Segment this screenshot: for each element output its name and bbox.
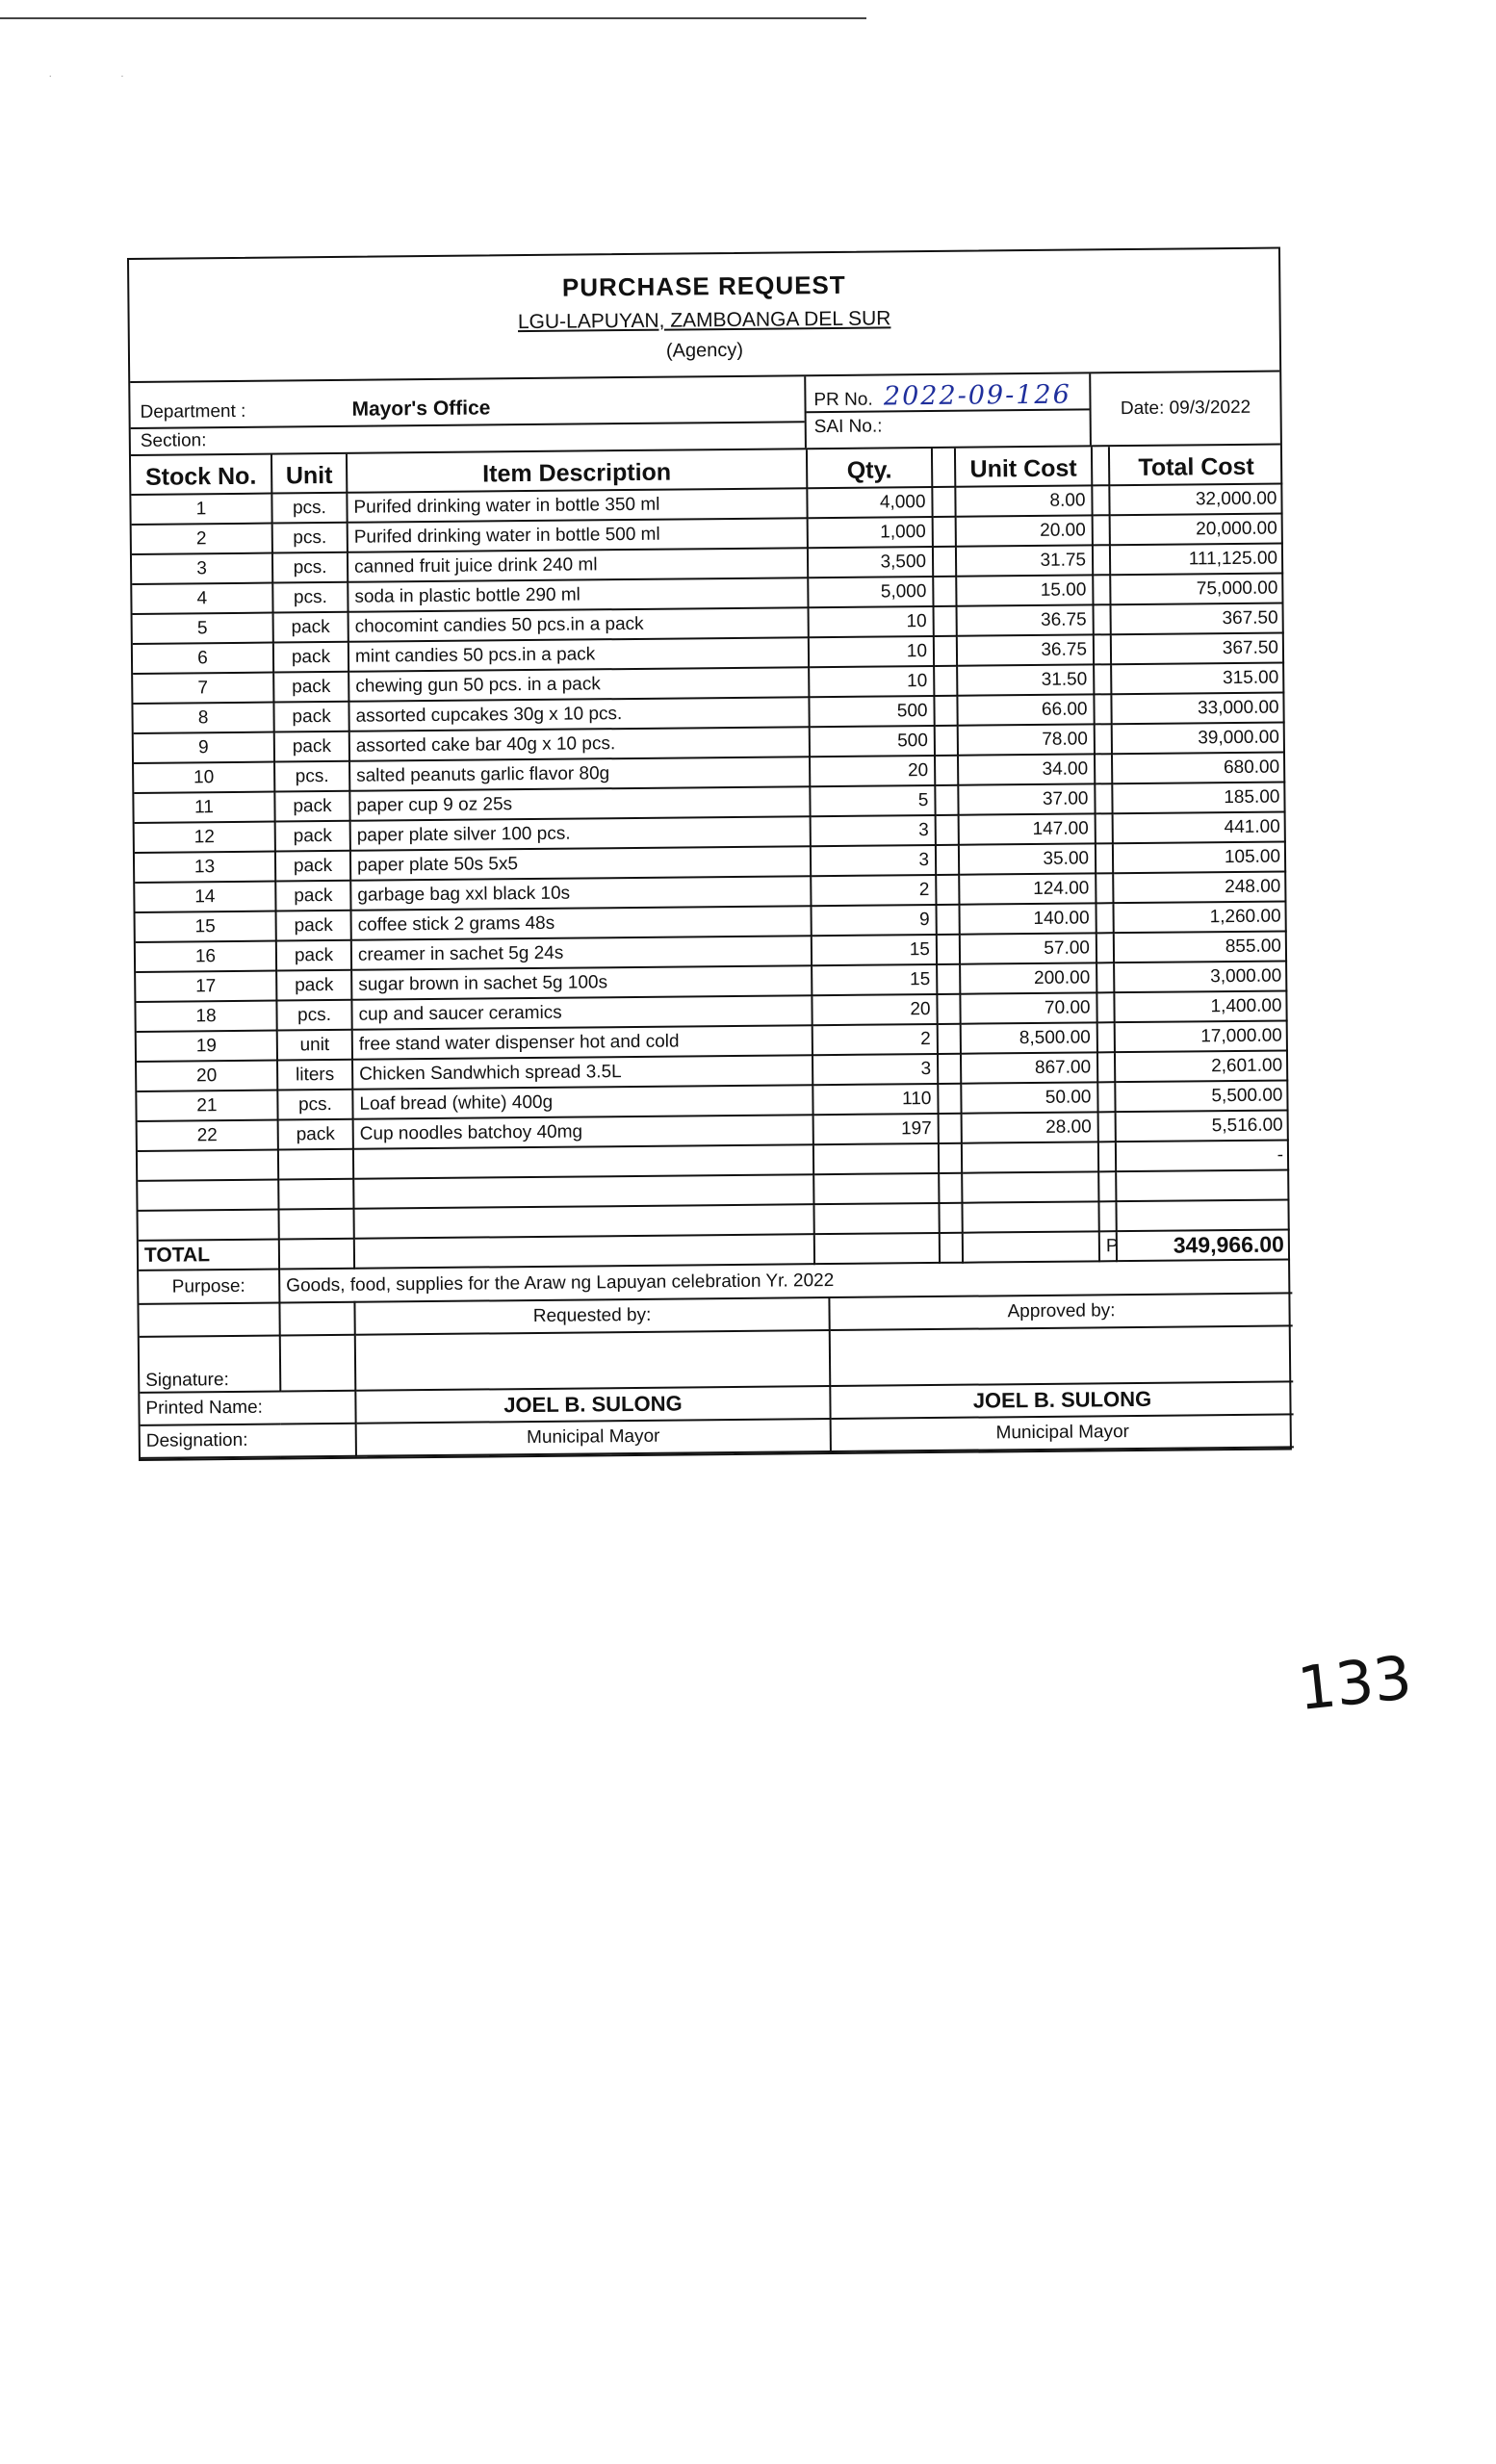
item-qty: 3 bbox=[811, 845, 936, 876]
item-spacer bbox=[1094, 604, 1111, 634]
item-spacer bbox=[933, 577, 956, 606]
pr-label: PR No. bbox=[813, 389, 873, 411]
item-total-cost: 33,000.00 bbox=[1111, 692, 1284, 724]
item-spacer bbox=[937, 935, 960, 964]
item-qty: 5,000 bbox=[808, 577, 933, 607]
item-unit: pack bbox=[275, 881, 350, 911]
item-unit: pack bbox=[273, 702, 348, 732]
item-stock-no: 17 bbox=[136, 971, 276, 1002]
item-stock-no: 6 bbox=[133, 643, 273, 674]
item-stock-no: 19 bbox=[137, 1031, 277, 1062]
item-spacer bbox=[935, 756, 958, 785]
item-spacer bbox=[936, 815, 959, 845]
item-spacer bbox=[1093, 575, 1110, 604]
item-spacer bbox=[935, 785, 958, 815]
item-stock-no: 13 bbox=[135, 852, 275, 883]
item-qty: 10 bbox=[809, 636, 934, 667]
item-stock-no: 7 bbox=[133, 673, 273, 704]
requested-name: JOEL B. SULONG bbox=[355, 1386, 830, 1424]
approved-designation: Municipal Mayor bbox=[831, 1414, 1294, 1451]
item-unit: pcs. bbox=[276, 1000, 351, 1031]
signature-table bbox=[139, 1260, 1294, 1458]
item-stock-no: 20 bbox=[137, 1061, 277, 1091]
sai-label: SAI No.: bbox=[813, 416, 883, 438]
item-stock-no: 11 bbox=[134, 792, 274, 823]
item-qty: 3 bbox=[811, 815, 936, 846]
item-qty: 10 bbox=[809, 606, 934, 637]
item-unit: unit bbox=[277, 1030, 352, 1061]
item-stock-no: 12 bbox=[135, 822, 275, 853]
item-description: chewing gun 50 pcs. in a pack bbox=[348, 667, 809, 702]
item-unit-cost: 36.75 bbox=[957, 604, 1094, 635]
item-total-cost: 20,000.00 bbox=[1110, 513, 1283, 545]
item-qty: 15 bbox=[812, 964, 937, 995]
approved-signature-box bbox=[830, 1325, 1294, 1386]
item-qty: 9 bbox=[811, 905, 936, 936]
item-description: sugar brown in sachet 5g 100s bbox=[351, 965, 812, 1000]
item-unit-cost: 15.00 bbox=[956, 575, 1093, 605]
item-stock-no: 1 bbox=[131, 494, 271, 525]
item-spacer bbox=[1094, 694, 1111, 724]
item-qty: 500 bbox=[810, 726, 935, 757]
item-spacer bbox=[1096, 903, 1113, 933]
item-spacer bbox=[938, 1084, 961, 1114]
item-total-cost: 3,000.00 bbox=[1114, 961, 1287, 992]
col-total-cost: Total Cost bbox=[1109, 445, 1282, 485]
item-qty: 3 bbox=[812, 1054, 938, 1085]
form-info bbox=[130, 372, 1280, 456]
item-total-cost: 17,000.00 bbox=[1115, 1020, 1288, 1052]
item-unit: pack bbox=[273, 612, 348, 643]
item-spacer bbox=[1094, 634, 1111, 664]
item-description: soda in plastic bottle 290 ml bbox=[348, 578, 808, 612]
requested-by-label: Requested by: bbox=[354, 1297, 829, 1335]
form-title: PURCHASE REQUEST bbox=[561, 270, 846, 302]
item-description: cup and saucer ceramics bbox=[351, 995, 812, 1030]
item-description: Purifed drinking water in bottle 350 ml bbox=[347, 488, 807, 523]
requested-signature-box bbox=[355, 1330, 831, 1391]
item-stock-no: 10 bbox=[134, 762, 274, 793]
item-unit-cost: 8.00 bbox=[955, 485, 1092, 516]
item-unit: pack bbox=[278, 1119, 353, 1150]
item-unit: pcs. bbox=[271, 493, 347, 524]
grand-total: 349,966.00 bbox=[1117, 1229, 1290, 1261]
item-description: assorted cake bar 40g x 10 pcs. bbox=[349, 727, 810, 761]
item-stock-no: 22 bbox=[138, 1120, 278, 1151]
peso-sign: P bbox=[1099, 1231, 1117, 1261]
item-spacer bbox=[1096, 992, 1114, 1022]
item-unit: pack bbox=[275, 821, 350, 852]
item-unit-cost: 200.00 bbox=[960, 962, 1096, 993]
item-stock-no: 3 bbox=[132, 553, 272, 584]
item-unit: pack bbox=[274, 791, 349, 822]
item-spacer bbox=[1097, 1082, 1115, 1112]
item-total-cost: 367.50 bbox=[1111, 632, 1284, 664]
item-qty: 20 bbox=[812, 994, 937, 1025]
item-spacer bbox=[933, 547, 956, 577]
item-spacer bbox=[1098, 1112, 1116, 1142]
item-total-cost: 1,400.00 bbox=[1114, 990, 1287, 1022]
item-description: chocomint candies 50 pcs.in a pack bbox=[348, 607, 809, 642]
item-stock-no: 16 bbox=[136, 941, 276, 972]
item-stock-no: 8 bbox=[133, 703, 273, 733]
col-qty: Qty. bbox=[807, 449, 932, 488]
item-description: paper plate silver 100 pcs. bbox=[350, 816, 811, 851]
item-description: paper plate 50s 5x5 bbox=[350, 846, 811, 881]
approved-name: JOEL B. SULONG bbox=[830, 1381, 1293, 1419]
item-total-cost: 32,000.00 bbox=[1109, 483, 1282, 515]
item-unit-cost: 28.00 bbox=[962, 1112, 1098, 1142]
item-unit: pack bbox=[275, 851, 350, 882]
item-spacer bbox=[938, 1024, 961, 1054]
item-spacer bbox=[1095, 783, 1112, 813]
item-qty: 197 bbox=[813, 1114, 939, 1144]
purpose-label: Purpose: bbox=[139, 1270, 279, 1304]
col-unit-cost: Unit Cost bbox=[955, 447, 1092, 486]
item-description: canned fruit juice drink 240 ml bbox=[348, 548, 808, 582]
item-qty: 15 bbox=[812, 935, 937, 965]
item-unit: pack bbox=[273, 672, 348, 703]
item-spacer bbox=[1093, 515, 1110, 545]
item-unit-cost: 31.50 bbox=[957, 664, 1094, 695]
department-block bbox=[130, 376, 807, 454]
item-total-cost: 367.50 bbox=[1111, 603, 1284, 634]
item-description: Loaf bread (white) 400g bbox=[352, 1085, 812, 1119]
item-qty: 1,000 bbox=[808, 517, 933, 548]
item-unit: pack bbox=[274, 732, 349, 762]
item-spacer bbox=[935, 726, 958, 756]
item-total-cost: 5,516.00 bbox=[1116, 1110, 1289, 1142]
item-spacer bbox=[938, 1054, 961, 1084]
item-description: Chicken Sandwhich spread 3.5L bbox=[352, 1055, 812, 1090]
item-unit-cost: 31.75 bbox=[956, 545, 1093, 576]
item-spacer bbox=[1092, 485, 1109, 515]
item-description: Purifed drinking water in bottle 500 ml bbox=[348, 518, 808, 552]
date-field: Date: 09/3/2022 bbox=[1120, 397, 1251, 420]
item-qty: 20 bbox=[810, 756, 935, 786]
item-spacer bbox=[1095, 724, 1112, 754]
printed-name-label: Printed Name: bbox=[140, 1391, 355, 1425]
approved-by-label: Approved by: bbox=[829, 1293, 1292, 1330]
item-unit-cost: 50.00 bbox=[961, 1082, 1097, 1113]
item-description: creamer in sachet 5g 24s bbox=[351, 936, 812, 970]
item-stock-no: 14 bbox=[135, 882, 275, 912]
item-spacer bbox=[1096, 813, 1113, 843]
item-unit-cost: 34.00 bbox=[958, 754, 1095, 784]
scan-edge-line bbox=[0, 17, 866, 19]
item-unit: pcs. bbox=[277, 1090, 352, 1120]
item-spacer bbox=[1097, 1022, 1115, 1052]
item-description: paper cup 9 oz 25s bbox=[349, 786, 810, 821]
item-spacer bbox=[934, 606, 957, 636]
item-spacer bbox=[1096, 843, 1113, 873]
item-total-cost: 39,000.00 bbox=[1112, 722, 1285, 754]
item-spacer bbox=[936, 905, 959, 935]
handwritten-page-number: 133 bbox=[1294, 1642, 1415, 1724]
item-unit: pack bbox=[276, 911, 351, 941]
requested-designation: Municipal Mayor bbox=[356, 1419, 831, 1456]
item-description: Cup noodles batchoy 40mg bbox=[353, 1115, 813, 1149]
item-spacer bbox=[936, 875, 959, 905]
item-unit: pcs. bbox=[272, 552, 348, 583]
item-total-cost: 315.00 bbox=[1111, 662, 1284, 694]
item-unit: pcs. bbox=[272, 523, 348, 553]
item-total-cost: 248.00 bbox=[1113, 871, 1286, 903]
item-spacer bbox=[1094, 664, 1111, 694]
item-qty: 3,500 bbox=[808, 547, 933, 578]
item-unit: liters bbox=[277, 1060, 352, 1091]
item-total-cost: 2,601.00 bbox=[1115, 1050, 1288, 1082]
item-unit: pcs. bbox=[272, 582, 348, 613]
item-unit-cost: 57.00 bbox=[960, 933, 1096, 963]
item-spacer bbox=[937, 994, 960, 1024]
item-unit-cost: 140.00 bbox=[959, 903, 1096, 934]
item-qty: 110 bbox=[812, 1084, 938, 1115]
item-spacer bbox=[936, 845, 959, 875]
item-stock-no: 9 bbox=[134, 732, 274, 763]
agency-label: (Agency) bbox=[665, 339, 744, 362]
item-total-cost: 75,000.00 bbox=[1110, 573, 1283, 604]
item-total-cost: 5,500.00 bbox=[1115, 1080, 1288, 1112]
item-spacer bbox=[1096, 962, 1114, 992]
item-description: garbage bag xxl black 10s bbox=[350, 876, 811, 911]
item-stock-no: 18 bbox=[136, 1001, 276, 1032]
pr-number-handwritten: 2022-09-126 bbox=[883, 379, 1071, 412]
item-unit: pcs. bbox=[274, 761, 349, 792]
item-spacer bbox=[934, 696, 957, 726]
section-label: Section: bbox=[140, 430, 207, 451]
item-stock-no: 5 bbox=[133, 613, 273, 644]
item-total-cost: 1,260.00 bbox=[1113, 901, 1286, 933]
item-unit-cost: 147.00 bbox=[959, 813, 1096, 844]
item-description: assorted cupcakes 30g x 10 pcs. bbox=[348, 697, 809, 732]
item-total-cost: 105.00 bbox=[1113, 841, 1286, 873]
purchase-request-form bbox=[127, 247, 1292, 1461]
signature-label: Signature: bbox=[140, 1336, 281, 1393]
department-value: Mayor's Office bbox=[351, 397, 491, 421]
item-qty: 500 bbox=[809, 696, 934, 727]
item-description: mint candies 50 pcs.in a pack bbox=[348, 637, 809, 672]
item-qty: 2 bbox=[812, 1024, 938, 1055]
item-total-cost: 185.00 bbox=[1112, 782, 1285, 813]
total-label: TOTAL bbox=[139, 1240, 279, 1270]
items-table bbox=[131, 445, 1290, 1270]
item-qty: 4,000 bbox=[807, 487, 932, 518]
item-spacer bbox=[932, 487, 955, 517]
col-unit: Unit bbox=[271, 454, 347, 494]
item-spacer bbox=[934, 636, 957, 666]
purpose-text: Goods, food, supplies for the Araw ng Lapuyan celebration Yr. 2022 bbox=[279, 1260, 1292, 1302]
item-spacer bbox=[939, 1114, 962, 1143]
item-stock-no: 2 bbox=[132, 524, 272, 554]
item-spacer bbox=[1096, 873, 1113, 903]
item-description: salted peanuts garlic flavor 80g bbox=[349, 757, 810, 791]
col-spacer-1 bbox=[932, 449, 955, 487]
item-unit: pack bbox=[273, 642, 348, 673]
item-unit-cost: 867.00 bbox=[961, 1052, 1097, 1083]
item-unit-cost: 35.00 bbox=[959, 843, 1096, 874]
blank-row-dash: - bbox=[1116, 1140, 1289, 1171]
item-unit-cost: 8,500.00 bbox=[961, 1022, 1097, 1053]
item-spacer bbox=[937, 964, 960, 994]
item-stock-no: 15 bbox=[136, 911, 276, 942]
item-qty: 2 bbox=[811, 875, 936, 906]
item-description: coffee stick 2 grams 48s bbox=[351, 906, 812, 940]
items-body bbox=[131, 483, 1288, 1150]
item-unit-cost: 124.00 bbox=[959, 873, 1096, 904]
item-total-cost: 680.00 bbox=[1112, 752, 1285, 783]
item-total-cost: 111,125.00 bbox=[1110, 543, 1283, 575]
item-unit: pack bbox=[276, 940, 351, 971]
designation-label: Designation: bbox=[141, 1424, 356, 1458]
col-description: Item Description bbox=[347, 449, 807, 493]
item-qty: 10 bbox=[809, 666, 934, 697]
item-stock-no: 21 bbox=[137, 1091, 277, 1121]
item-spacer bbox=[1096, 933, 1114, 962]
item-unit: pack bbox=[276, 970, 351, 1001]
col-spacer-2 bbox=[1092, 447, 1109, 485]
item-spacer bbox=[934, 666, 957, 696]
scan-specks: ·· bbox=[48, 67, 193, 83]
item-spacer bbox=[1097, 1052, 1115, 1082]
item-description: free stand water dispenser hot and cold bbox=[352, 1025, 812, 1060]
agency-name: LGU-LAPUYAN, ZAMBOANGA DEL SUR bbox=[517, 307, 891, 334]
item-unit-cost: 20.00 bbox=[956, 515, 1093, 546]
item-spacer bbox=[933, 517, 956, 547]
pr-block bbox=[806, 373, 1092, 448]
item-total-cost: 855.00 bbox=[1114, 931, 1287, 962]
item-spacer bbox=[1095, 754, 1112, 783]
item-unit-cost: 36.75 bbox=[957, 634, 1094, 665]
form-header bbox=[129, 249, 1279, 383]
item-unit-cost: 37.00 bbox=[958, 783, 1095, 814]
item-stock-no: 4 bbox=[132, 583, 272, 614]
item-qty: 5 bbox=[810, 785, 935, 816]
item-total-cost: 441.00 bbox=[1113, 811, 1286, 843]
item-unit-cost: 70.00 bbox=[960, 992, 1096, 1023]
col-stock-no: Stock No. bbox=[131, 455, 271, 495]
department-label: Department : bbox=[140, 400, 246, 423]
item-unit-cost: 78.00 bbox=[958, 724, 1095, 755]
item-unit-cost: 66.00 bbox=[957, 694, 1094, 725]
item-spacer bbox=[1093, 545, 1110, 575]
